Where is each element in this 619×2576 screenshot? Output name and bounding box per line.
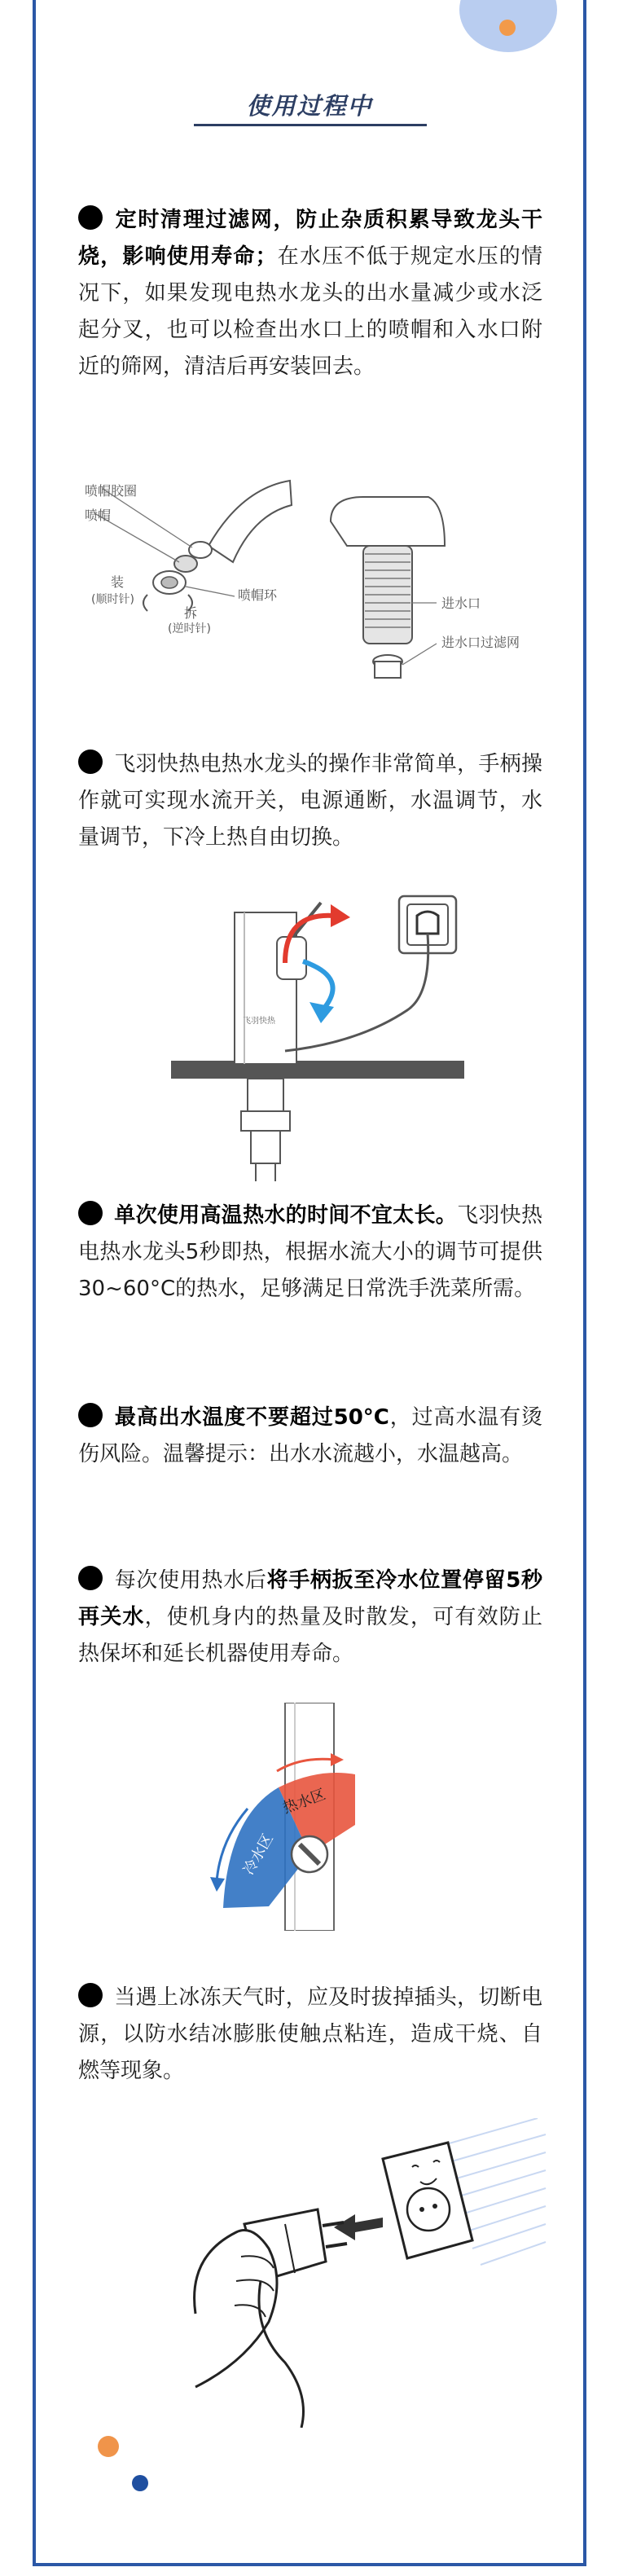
paragraph-operation	[78, 746, 542, 856]
paragraph-bold: 最高出水温度不要超过50°C	[114, 1405, 389, 1430]
label-cap: 喷帽	[85, 508, 112, 523]
paragraph-text: ，使机身内的热量及时散发，可有效防止热保坏和延长机器使用寿命。	[78, 1605, 542, 1666]
paragraph-bold: 将手柄扳至冷水位置停留5秒再关水	[78, 1568, 542, 1629]
cold-zone-label: 冷水区	[239, 1831, 277, 1878]
bullet-icon	[78, 1201, 103, 1225]
paragraph-text: 飞羽快热电热水龙头的操作非常简单，手柄操作就可实现水流开关，电源通断，水温调节，水量调节，下冷上热自由切换。	[78, 752, 542, 850]
section-title: 使用过程中	[246, 92, 373, 120]
label-gasket: 喷帽胶圈	[85, 483, 138, 499]
label-inlet: 进水口	[441, 596, 481, 611]
decorative-blue-dot	[132, 2475, 148, 2491]
label-inlet-filter: 进水口过滤网	[441, 635, 520, 650]
label-install: 装	[111, 574, 125, 590]
faucet-handle-illustration	[163, 888, 472, 1181]
label-remove-dir: (逆时针)	[168, 622, 211, 635]
paragraph-text: 在水压不低于规定水压的情况下，如果发现电热水龙头的出水量减少或水泛起分叉，也可以检查出水口上的喷帽和入水口附近的筛网，清洁后再安装回去。	[78, 244, 542, 379]
paragraph-hot-water-duration	[78, 1198, 542, 1308]
hot-cold-zone-illustration	[204, 1703, 367, 1931]
bullet-icon	[78, 205, 103, 230]
label-install-dir: (顺时针)	[91, 593, 134, 606]
decorative-orange-dot	[98, 2436, 119, 2457]
label-remove: 拆	[184, 605, 198, 621]
faucet-brand-label: 飞羽快热	[243, 1017, 275, 1026]
bullet-icon	[78, 1403, 103, 1427]
paragraph-filter-cleaning	[78, 202, 542, 385]
paragraph-text: 飞羽快热电热水龙头5秒即热，根据水流大小的调节可提供30~60°C的热水，足够满足日常洗手洗菜所需。	[78, 1203, 542, 1301]
paragraph-bold: 单次使用高温热水的时间不宜太长。	[114, 1203, 458, 1228]
bullet-icon	[78, 750, 103, 774]
unplug-illustration	[163, 2118, 554, 2428]
paragraph-cool-down	[78, 1563, 542, 1673]
paragraph-freezing-weather	[78, 1980, 542, 2090]
paragraph-text: 每次使用热水后	[114, 1568, 267, 1593]
paragraph-bold: 定时清理过滤网，防止杂质积累导致龙头干烧，影响使用寿命；	[78, 208, 542, 269]
paragraph-text: 当遇上冰冻天气时，应及时拔掉插头，切断电源，以防水结冰膨胀使触点粘连，造成干烧、自燃等现象。	[78, 1985, 542, 2083]
paragraph-max-temperature	[78, 1400, 542, 1473]
nozzle-filter-illustration	[78, 473, 551, 692]
bullet-icon	[78, 1983, 103, 2007]
title-underline	[194, 124, 427, 126]
paragraph-text: ，过高水温有烫伤风险。温馨提示：出水水流越小，水温越高。	[78, 1405, 542, 1466]
header-badge-icon	[459, 0, 557, 52]
bullet-icon	[78, 1566, 103, 1590]
label-ring: 喷帽环	[238, 587, 278, 603]
hot-zone-label: 热水区	[280, 1786, 328, 1818]
